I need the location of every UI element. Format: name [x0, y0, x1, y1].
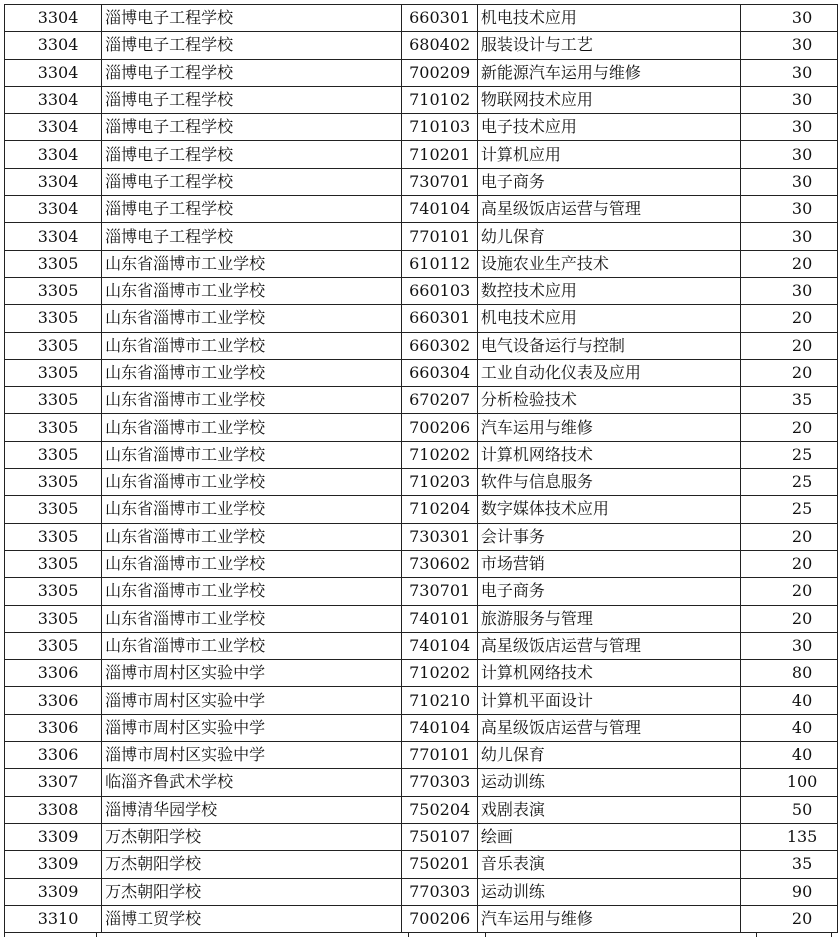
- major-code-cell: 750201: [402, 851, 478, 878]
- school-code-cell: 3304: [5, 32, 102, 59]
- school-code-cell: 3306: [5, 714, 102, 741]
- quota-cell: 30: [741, 632, 838, 659]
- school-code-cell: 3307: [5, 769, 102, 796]
- major-name-cell: 会计事务: [477, 523, 740, 550]
- quota-cell: 50: [741, 796, 838, 823]
- school-code-cell: 3305: [5, 578, 102, 605]
- major-code-cell: 710102: [402, 86, 478, 113]
- school-code-cell: 3304: [5, 223, 102, 250]
- school-code-cell: 3309: [5, 851, 102, 878]
- major-name-cell: 物联网技术应用: [477, 86, 740, 113]
- quota-cell: 20: [741, 905, 838, 932]
- school-name-cell: 山东省淄博市工业学校: [102, 578, 402, 605]
- table-row: [5, 387, 838, 414]
- major-name-cell: 计算机网络技术: [477, 660, 740, 687]
- major-name-cell: 数控技术应用: [477, 277, 740, 304]
- table-row: [5, 823, 838, 850]
- major-code-cell: 770303: [402, 878, 478, 905]
- major-name-cell: 数字媒体技术应用: [477, 496, 740, 523]
- table-row: [5, 632, 838, 659]
- quota-cell: 30: [741, 277, 838, 304]
- school-name-cell: 山东省淄博市工业学校: [102, 250, 402, 277]
- major-name-cell: 电子商务: [477, 578, 740, 605]
- quota-cell: 35: [741, 851, 838, 878]
- school-code-cell: 3304: [5, 141, 102, 168]
- major-name-cell: 运动训练: [477, 769, 740, 796]
- school-code-cell: 3310: [5, 905, 102, 932]
- school-name-cell: 山东省淄博市工业学校: [102, 441, 402, 468]
- quota-cell: 30: [741, 168, 838, 195]
- table-row: [5, 469, 838, 496]
- school-name-cell: 淄博电子工程学校: [102, 86, 402, 113]
- school-code-cell: 3306: [5, 660, 102, 687]
- quota-cell: 40: [741, 742, 838, 769]
- quota-cell: 20: [741, 414, 838, 441]
- major-code-cell: 610112: [402, 250, 478, 277]
- major-name-cell: 汽车运用与维修: [477, 905, 740, 932]
- major-name-cell: 幼儿保育: [477, 742, 740, 769]
- school-code-cell: 3309: [5, 823, 102, 850]
- quota-cell: 20: [741, 578, 838, 605]
- major-name-cell: 高星级饭店运营与管理: [477, 632, 740, 659]
- major-code-cell: 740104: [402, 196, 478, 223]
- quota-cell: 30: [741, 86, 838, 113]
- major-code-cell: 740101: [402, 605, 478, 632]
- table-row: [5, 332, 838, 359]
- school-name-cell: 万杰朝阳学校: [102, 851, 402, 878]
- quota-cell: 20: [741, 550, 838, 577]
- school-code-cell: 3304: [5, 114, 102, 141]
- school-code-cell: 3306: [5, 687, 102, 714]
- major-name-cell: 幼儿保育: [477, 223, 740, 250]
- school-code-cell: 3304: [5, 59, 102, 86]
- school-name-cell: 山东省淄博市工业学校: [102, 605, 402, 632]
- divider: [831, 932, 832, 937]
- major-name-cell: 高星级饭店运营与管理: [477, 714, 740, 741]
- major-name-cell: 软件与信息服务: [477, 469, 740, 496]
- major-name-cell: 旅游服务与管理: [477, 605, 740, 632]
- quota-cell: 30: [741, 32, 838, 59]
- quota-cell: 30: [741, 114, 838, 141]
- major-name-cell: 高星级饭店运营与管理: [477, 196, 740, 223]
- table-row: [5, 305, 838, 332]
- divider: [96, 932, 97, 937]
- major-name-cell: 计算机应用: [477, 141, 740, 168]
- school-name-cell: 山东省淄博市工业学校: [102, 523, 402, 550]
- major-code-cell: 700206: [402, 905, 478, 932]
- school-code-cell: 3305: [5, 441, 102, 468]
- table-row: [5, 250, 838, 277]
- table-row: [5, 796, 838, 823]
- major-name-cell: 服装设计与工艺: [477, 32, 740, 59]
- school-code-cell: 3304: [5, 168, 102, 195]
- school-name-cell: 淄博工贸学校: [102, 905, 402, 932]
- major-name-cell: 计算机网络技术: [477, 441, 740, 468]
- divider: [756, 932, 757, 937]
- table-row: [5, 114, 838, 141]
- major-name-cell: 音乐表演: [477, 851, 740, 878]
- table-row: [5, 578, 838, 605]
- major-code-cell: 660304: [402, 359, 478, 386]
- major-code-cell: 770101: [402, 223, 478, 250]
- quota-cell: 30: [741, 59, 838, 86]
- major-name-cell: 新能源汽车运用与维修: [477, 59, 740, 86]
- school-name-cell: 淄博电子工程学校: [102, 168, 402, 195]
- quota-cell: 20: [741, 332, 838, 359]
- major-name-cell: 汽车运用与维修: [477, 414, 740, 441]
- major-name-cell: 机电技术应用: [477, 305, 740, 332]
- table-row: [5, 550, 838, 577]
- major-code-cell: 740104: [402, 632, 478, 659]
- school-name-cell: 淄博电子工程学校: [102, 141, 402, 168]
- table-row: [5, 86, 838, 113]
- major-code-cell: 710202: [402, 441, 478, 468]
- quota-cell: 90: [741, 878, 838, 905]
- table-row: [5, 687, 838, 714]
- table-row: [5, 277, 838, 304]
- table-row: [5, 605, 838, 632]
- major-code-cell: 700206: [402, 414, 478, 441]
- major-code-cell: 740104: [402, 714, 478, 741]
- major-code-cell: 660302: [402, 332, 478, 359]
- major-name-cell: 计算机平面设计: [477, 687, 740, 714]
- major-code-cell: 660301: [402, 5, 478, 32]
- quota-cell: 30: [741, 223, 838, 250]
- school-name-cell: 淄博电子工程学校: [102, 5, 402, 32]
- major-code-cell: 730701: [402, 168, 478, 195]
- major-code-cell: 710103: [402, 114, 478, 141]
- school-code-cell: 3305: [5, 277, 102, 304]
- school-name-cell: 淄博清华园学校: [102, 796, 402, 823]
- school-name-cell: 山东省淄博市工业学校: [102, 277, 402, 304]
- table-cut-edge: [4, 932, 834, 937]
- table-row: [5, 414, 838, 441]
- major-name-cell: 绘画: [477, 823, 740, 850]
- school-name-cell: 山东省淄博市工业学校: [102, 632, 402, 659]
- major-code-cell: 730602: [402, 550, 478, 577]
- major-code-cell: 680402: [402, 32, 478, 59]
- quota-cell: 20: [741, 523, 838, 550]
- major-code-cell: 750107: [402, 823, 478, 850]
- table-row: [5, 168, 838, 195]
- quota-cell: 40: [741, 714, 838, 741]
- quota-cell: 25: [741, 469, 838, 496]
- table-row: [5, 223, 838, 250]
- school-name-cell: 淄博电子工程学校: [102, 196, 402, 223]
- school-code-cell: 3305: [5, 550, 102, 577]
- school-name-cell: 山东省淄博市工业学校: [102, 469, 402, 496]
- major-code-cell: 710201: [402, 141, 478, 168]
- quota-cell: 25: [741, 496, 838, 523]
- major-name-cell: 电气设备运行与控制: [477, 332, 740, 359]
- table-row: [5, 851, 838, 878]
- quota-cell: 35: [741, 387, 838, 414]
- major-code-cell: 710204: [402, 496, 478, 523]
- school-name-cell: 淄博电子工程学校: [102, 223, 402, 250]
- school-name-cell: 淄博市周村区实验中学: [102, 687, 402, 714]
- school-name-cell: 淄博市周村区实验中学: [102, 660, 402, 687]
- school-code-cell: 3304: [5, 196, 102, 223]
- quota-cell: 30: [741, 5, 838, 32]
- divider: [408, 932, 409, 937]
- quota-cell: 135: [741, 823, 838, 850]
- major-name-cell: 设施农业生产技术: [477, 250, 740, 277]
- table-row: [5, 59, 838, 86]
- school-code-cell: 3305: [5, 605, 102, 632]
- quota-cell: 20: [741, 359, 838, 386]
- quota-cell: 100: [741, 769, 838, 796]
- school-code-cell: 3305: [5, 496, 102, 523]
- school-name-cell: 淄博电子工程学校: [102, 114, 402, 141]
- school-name-cell: 淄博电子工程学校: [102, 32, 402, 59]
- school-name-cell: 山东省淄博市工业学校: [102, 496, 402, 523]
- quota-cell: 20: [741, 605, 838, 632]
- quota-cell: 25: [741, 441, 838, 468]
- table-row: [5, 196, 838, 223]
- table-row: [5, 742, 838, 769]
- school-code-cell: 3305: [5, 332, 102, 359]
- table-row: [5, 523, 838, 550]
- major-code-cell: 770303: [402, 769, 478, 796]
- enrollment-table-container: [4, 4, 838, 933]
- major-name-cell: 电子商务: [477, 168, 740, 195]
- school-name-cell: 万杰朝阳学校: [102, 823, 402, 850]
- major-code-cell: 660301: [402, 305, 478, 332]
- major-name-cell: 工业自动化仪表及应用: [477, 359, 740, 386]
- table-row: [5, 660, 838, 687]
- school-name-cell: 淄博市周村区实验中学: [102, 742, 402, 769]
- table-row: [5, 141, 838, 168]
- major-name-cell: 电子技术应用: [477, 114, 740, 141]
- table-row: [5, 496, 838, 523]
- school-code-cell: 3305: [5, 359, 102, 386]
- enrollment-table-body: [5, 5, 838, 933]
- major-code-cell: 770101: [402, 742, 478, 769]
- school-code-cell: 3305: [5, 469, 102, 496]
- major-code-cell: 710203: [402, 469, 478, 496]
- quota-cell: 30: [741, 196, 838, 223]
- school-code-cell: 3305: [5, 250, 102, 277]
- school-name-cell: 山东省淄博市工业学校: [102, 359, 402, 386]
- quota-cell: 30: [741, 141, 838, 168]
- school-name-cell: 山东省淄博市工业学校: [102, 414, 402, 441]
- table-row: [5, 32, 838, 59]
- table-row: [5, 769, 838, 796]
- school-code-cell: 3306: [5, 742, 102, 769]
- table-row: [5, 359, 838, 386]
- major-code-cell: 670207: [402, 387, 478, 414]
- divider: [4, 932, 5, 937]
- quota-cell: 20: [741, 305, 838, 332]
- school-code-cell: 3305: [5, 305, 102, 332]
- major-code-cell: 710202: [402, 660, 478, 687]
- table-row: [5, 905, 838, 932]
- school-name-cell: 山东省淄博市工业学校: [102, 550, 402, 577]
- divider: [485, 932, 486, 937]
- table-row: [5, 5, 838, 32]
- major-code-cell: 700209: [402, 59, 478, 86]
- school-code-cell: 3305: [5, 387, 102, 414]
- major-code-cell: 710210: [402, 687, 478, 714]
- major-code-cell: 730301: [402, 523, 478, 550]
- table-row: [5, 714, 838, 741]
- school-code-cell: 3304: [5, 86, 102, 113]
- major-name-cell: 运动训练: [477, 878, 740, 905]
- major-code-cell: 750204: [402, 796, 478, 823]
- quota-cell: 80: [741, 660, 838, 687]
- major-name-cell: 分析检验技术: [477, 387, 740, 414]
- school-name-cell: 淄博市周村区实验中学: [102, 714, 402, 741]
- major-name-cell: 戏剧表演: [477, 796, 740, 823]
- school-name-cell: 山东省淄博市工业学校: [102, 332, 402, 359]
- school-code-cell: 3309: [5, 878, 102, 905]
- school-code-cell: 3305: [5, 523, 102, 550]
- school-code-cell: 3304: [5, 5, 102, 32]
- school-code-cell: 3308: [5, 796, 102, 823]
- school-code-cell: 3305: [5, 414, 102, 441]
- table-row: [5, 878, 838, 905]
- major-code-cell: 730701: [402, 578, 478, 605]
- school-code-cell: 3305: [5, 632, 102, 659]
- school-name-cell: 山东省淄博市工业学校: [102, 387, 402, 414]
- quota-cell: 40: [741, 687, 838, 714]
- major-name-cell: 机电技术应用: [477, 5, 740, 32]
- school-name-cell: 淄博电子工程学校: [102, 59, 402, 86]
- school-name-cell: 万杰朝阳学校: [102, 878, 402, 905]
- school-name-cell: 临淄齐鲁武术学校: [102, 769, 402, 796]
- quota-cell: 20: [741, 250, 838, 277]
- major-name-cell: 市场营销: [477, 550, 740, 577]
- table-row: [5, 441, 838, 468]
- school-name-cell: 山东省淄博市工业学校: [102, 305, 402, 332]
- enrollment-table: [4, 4, 838, 933]
- major-code-cell: 660103: [402, 277, 478, 304]
